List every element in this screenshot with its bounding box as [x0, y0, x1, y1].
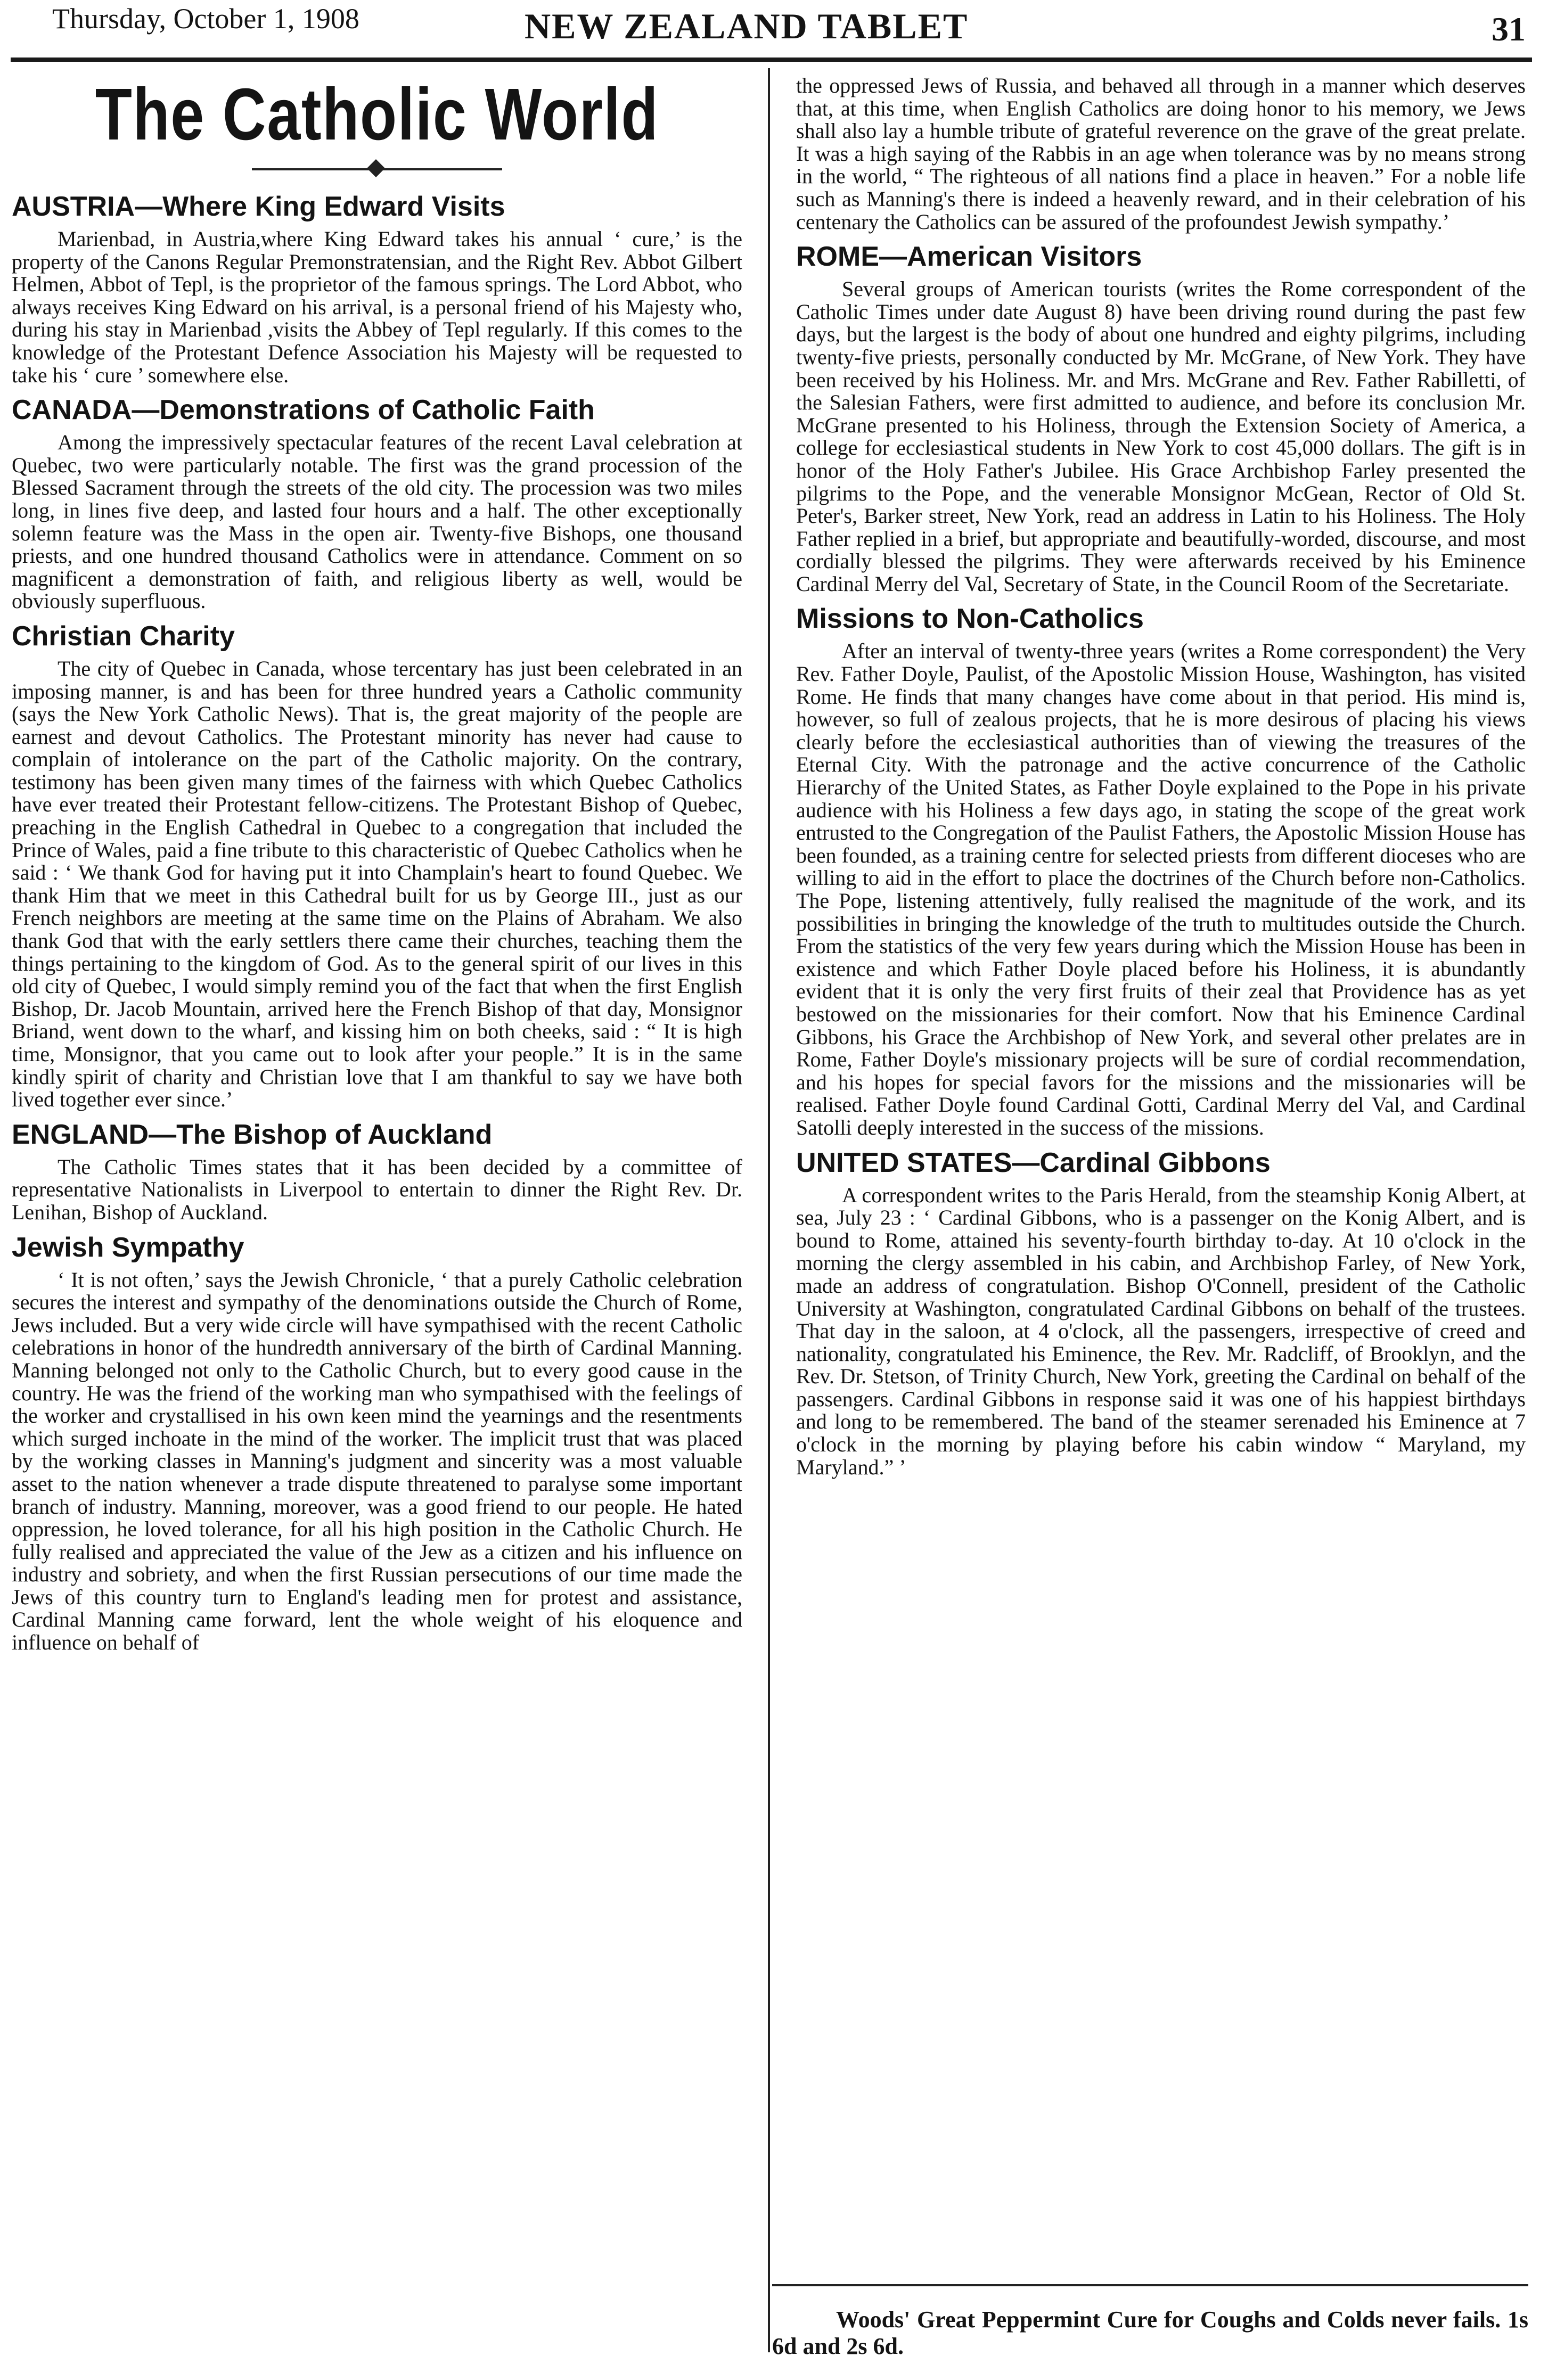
article-body-christian-charity: The city of Quebec in Canada, whose tercentary has just been celebrated in an imposing manner, is and has been for three hundred years a Catholic community (says the New York Catholic News). That is, the great majority of the people are earnest and devout Catholics. The Protestant minority has never had cause to complain of intolerance on the part of the Catholic majority. On the contrary, testimony has been given many times of the fairness with which Quebec Catholics have ever treated their Protestant fellow-citizens. The Protestant Bishop of Quebec, preaching in the English Cathedral in Quebec to a congregation that included the Prince of Wales, paid a fine tribute to this characteristic of Quebec Catholics when he said : ‘ We thank God for having put it into Champlain's heart to found Quebec. We thank Him that we meet in this Cathedral built for us by George III., just as our French neighbors are meeting at the same time on the Plains of Abraham. We also thank God that with the early settlers there came their churches, teaching them the things pertaining to the kingdom of God. As to the general spirit of our lives in this old city of Quebec, I would simply remind you of the fact that when the first English Bishop, Dr. Jacob Mountain, arrived here the French Bishop of that day, Monsignor Briand, went down to the wharf, and kissing him on both cheeks, said : “ It is high time, Monsignor, that you came out to look after your people.” It is in the same kindly spirit of charity and Christian love that I am thankful to say we have both lived together ever since.’ — [12, 656, 742, 1112]
header-date: Thursday, October 1, 1908 — [52, 3, 359, 35]
right-column — [796, 75, 1526, 1479]
advertisement-rule — [772, 2284, 1528, 2286]
diamond-ornament-icon — [367, 159, 385, 177]
article-heading-christian-charity: Christian Charity — [12, 620, 235, 652]
article-heading-rome: ROME—American Visitors — [796, 241, 1142, 273]
article-body-jewish-sympathy: ‘ It is not often,’ says the Jewish Chronicle, ‘ that a purely Catholic celebration secures the interest and sympathy of the denominations outside the Church of Rome, Jews included. But a very wide circle will have sympathised with the recent Catholic celebrations in honor of the hundredth anniversary of the birth of Cardinal Manning. Manning belonged not only to the Catholic Church, but to every good cause in the country. He was the friend of the working man who sympathised with the feelings of the worker and crystallised in his own keen mind the yearnings and the resentments which surged inchoate in the mind of the worker. The implicit trust that was placed by the working classes in Manning's judgment and sincerity was a most valuable asset to the nation whenever a trade dispute threatened to paralyse some important branch of industry. Manning, moreover, was a good friend to our people. He hated oppression, he loved tolerance, for all his high position in the Catholic Church. He fully realised and appreciated the value of the Jew as a citizen and his influence on industry and sobriety, and when the first Russian persecutions of our time made the Jews of this country turn to England's leading men for protest and assistance, Cardinal Manning came forward, lent the whole weight of his eloquence and influence on behalf of — [12, 1267, 742, 1655]
article-heading-missions: Missions to Non-Catholics — [796, 603, 1144, 635]
column-divider — [768, 68, 770, 2352]
page-number: 31 — [1492, 10, 1526, 48]
article-continuation-jewish-sympathy: the oppressed Jews of Russia, and behaved all through in a manner which deserves that, at this time, when English Catholics are doing honor to his memory, we Jews shall also lay a humble tribute of grateful reverence on the grave of the great prelate. It was a high saying of the Rabbis in an age when tolerance was by no means strong in the world, “ The righteous of all nations find a place in heaven.” For a noble life such as Manning's there is indeed a heavenly reward, and in their celebration of his centenary the Catholics can be assured of the profoundest Jewish sympathy.’ — [796, 73, 1526, 234]
article-body-canada: Among the impressively spectacular features of the recent Laval celebration at Quebec, two were particularly notable. The first was the grand procession of the Blessed Sacrament through the streets of the old city. The procession was two miles long, in lines five deep, and lasted four hours and a half. The other exceptionally solemn feature was the Mass in the open air. Twenty-five Bishops, one thousand priests, and one hundred thousand Catholics were in attendance. Comment on so magnificent a demonstration of faith, and religious liberty as well, would be obviously superfluous. — [12, 430, 742, 613]
masthead: NEW ZEALAND TABLET — [525, 6, 969, 46]
header-rule — [11, 58, 1532, 62]
advertisement-text: Woods' Great Peppermint Cure for Coughs and Colds never fails. 1s 6d and 2s 6d. — [772, 2307, 1528, 2359]
article-heading-united-states: UNITED STATES—Cardinal Gibbons — [796, 1147, 1271, 1178]
article-heading-austria: AUSTRIA—Where King Edward Visits — [12, 191, 505, 222]
running-header — [11, 0, 1532, 48]
article-body-england: The Catholic Times states that it has been decided by a committee of representative Nationalists in Liverpool to entertain to dinner the Right Rev. Dr. Lenihan, Bishop of Auckland. — [12, 1154, 742, 1224]
section-title: The Catholic World — [95, 73, 659, 155]
article-body-austria: Marienbad, in Austria,where King Edward takes his annual ‘ cure,’ is the property of the Canons Regular Premonstratensian, and the Right Rev. Abbot Gilbert Helmen, Abbot of Tepl, is the proprietor of the famous springs. The Lord Abbot, who always receives King Edward on his arrival, is a personal friend of his Majesty who, during his stay in Marienbad ,visits the Abbey of Tepl regularly. If this comes to the knowledge of the Protestant Defence Association his Majesty will be requested to take his ‘ cure ’ somewhere else. — [12, 227, 742, 387]
article-heading-canada: CANADA—Demonstrations of Catholic Faith — [12, 395, 595, 426]
article-body-united-states: A correspondent writes to the Paris Herald, from the steamship Konig Albert, at sea, July 23 : ‘ Cardinal Gibbons, who is a passenger on the Konig Albert, and is bound to Rome, attained his seventy-fourth birthday to-day. At 10 o'clock in the morning the clergy assembled in his cabin, and Archbishop Farley, of New York, made an address of congratulation. Bishop O'Connell, president of the Catholic University at Washington, congratulated Cardinal Gibbons on behalf of the trustees. That day in the saloon, at 4 o'clock, all the passengers, irrespective of creed and nationality, congratulated his Eminence, the Rev. Mr. Radcliff, of Brooklyn, and the Rev. Dr. Stetson, of Trinity Church, New York, greeting the Cardinal on behalf of the passengers. Cardinal Gibbons in response said it was one of his happiest birthdays and long to be remembered. The band of the steamer serenaded his Eminence at 7 o'clock in the morning by playing before his cabin window “ Maryland, my Maryland.” ’ — [796, 1183, 1526, 1479]
article-heading-jewish-sympathy: Jewish Sympathy — [12, 1232, 244, 1263]
article-body-rome: Several groups of American tourists (writes the Rome correspondent of the Catholic Times under date August 8) have been driving round during the past few days, but the largest is the body of about one hundred and eighty pilgrims, including twenty-five priests, personally conducted by Mr. McGrane, of New York. They have been received by his Holiness. Mr. and Mrs. McGrane and Rev. Father Rabilletti, of the Salesian Fathers, were first admitted to audience, and before its conclusion Mr. McGrane presented to his Holiness, through the Extension Society of America, a college for ecclesiastical students in New York to cost 45,000 dollars. The gift is in honor of the Holy Father's Jubilee. His Grace Archbishop Farley presented the pilgrims to the Pope, and the venerable Monsignor McGean, Rector of Old St. Peter's, Barker street, New York, read an address in Latin to his Holiness. The Holy Father replied in a brief, but appropriate and beautifully-worded, discourse, and most cordially blessed the pilgrims. They were afterwards received by his Eminence Cardinal Merry del Val, Secretary of State, in the Council Room of the Secretariate. — [796, 277, 1526, 596]
left-column — [12, 75, 742, 1654]
article-body-missions: After an interval of twenty-three years (writes a Rome correspondent) the Very Rev. Father Doyle, Paulist, of the Apostolic Mission House, Washington, has visited Rome. He finds that many changes have come about in that period. His mind is, however, so full of zealous projects, that he is more desirous of placing his views clearly before the ecclesiastical authorities than of viewing the treasures of the Eternal City. With the patronage and the active concurrence of the Catholic Hierarchy of the United States, as Father Doyle explained to the Pope in his private audience with his Holiness a few days ago, in stating the scope of the great work entrusted to the Congregation of the Paulist Fathers, the Apostolic Mission House has been founded, as a training centre for selected priests from different dioceses who are willing to aid in the effort to place the doctrines of the Church before non-Catholics. The Pope, listening attentively, fully realised the magnitude of the work, and its possibilities in bringing the knowledge of the truth to multitudes outside the Church. From the statistics of the very few years during which the Mission House has been in existence and which Father Doyle placed before his Holiness, it is abundantly evident that it is only the very first fruits of their zeal that Providence has as yet bestowed on the missionaries for their comfort. Now that his Eminence Cardinal Gibbons, his Grace the Archbishop of New York, and several other prelates are in Rome, Father Doyle's missionary projects will be sure of cordial recommendation, and his hopes for special favors for the missions and the missionaries will be realised. Father Doyle found Cardinal Gotti, Cardinal Merry del Val, and Cardinal Satolli deeply interested in the success of the missions. — [796, 639, 1526, 1139]
advertisement — [767, 2284, 1534, 2364]
article-heading-england: ENGLAND—The Bishop of Auckland — [12, 1119, 493, 1150]
title-ornament — [252, 160, 502, 179]
